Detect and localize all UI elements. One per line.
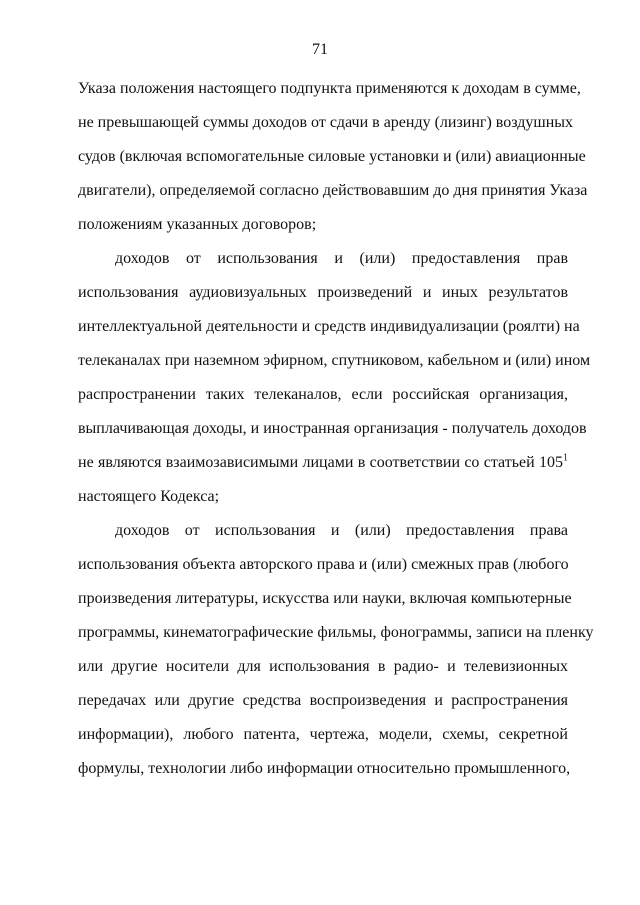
text-line: не превышающей суммы доходов от сдачи в аренду (лизинг) воздушных (78, 114, 574, 131)
text-line: положениям указанных договоров; (78, 216, 317, 233)
text-line: использования объекта авторского права и (или) смежных прав (любого (78, 556, 569, 573)
text-line: или другие носители для использования в радио- и телевизионных (78, 658, 568, 675)
page-number: 71 (312, 41, 328, 58)
text-line: информации), любого патента, чертежа, модели, схемы, секретной (78, 726, 568, 743)
text-line: настоящего Кодекса; (78, 488, 220, 505)
text-line: доходов от использования и (или) предоставления прав (115, 250, 568, 267)
text-line: интеллектуальной деятельности и средств индивидуализации (роялти) на (78, 318, 580, 335)
text-line: Указа положения настоящего подпункта применяются к доходам в сумме, (78, 80, 581, 97)
text-line: формулы, технологии либо информации относительно промышленного, (78, 760, 571, 777)
text-line: произведения литературы, искусства или науки, включая компьютерные (78, 590, 572, 607)
text-line: двигатели), определяемой согласно действовавшим до дня принятия Указа (78, 182, 588, 199)
footnote-superscript: 1 (563, 452, 568, 464)
text-line: телеканалах при наземном эфирном, спутниковом, кабельном и (или) ином (78, 352, 591, 369)
text-line: доходов от использования и (или) предоставления права (115, 522, 568, 539)
text-line: распространении таких телеканалов, если российская организация, (78, 386, 568, 403)
text-line: выплачивающая доходы, и иностранная организация - получатель доходов (78, 420, 587, 437)
text-line: использования аудиовизуальных произведений и иных результатов (78, 284, 568, 301)
text-line-with-footnote (78, 452, 568, 486)
document-body (78, 78, 594, 792)
text-line: судов (включая вспомогательные силовые установки и (или) авиационные (78, 148, 586, 165)
text-line-content: не являются взаимозависимыми лицами в соответствии со статьей 105 (78, 454, 563, 471)
text-line: программы, кинематографические фильмы, фонограммы, записи на пленку (78, 624, 594, 641)
text-line: передачах или другие средства воспроизведения и распространения (78, 692, 568, 709)
